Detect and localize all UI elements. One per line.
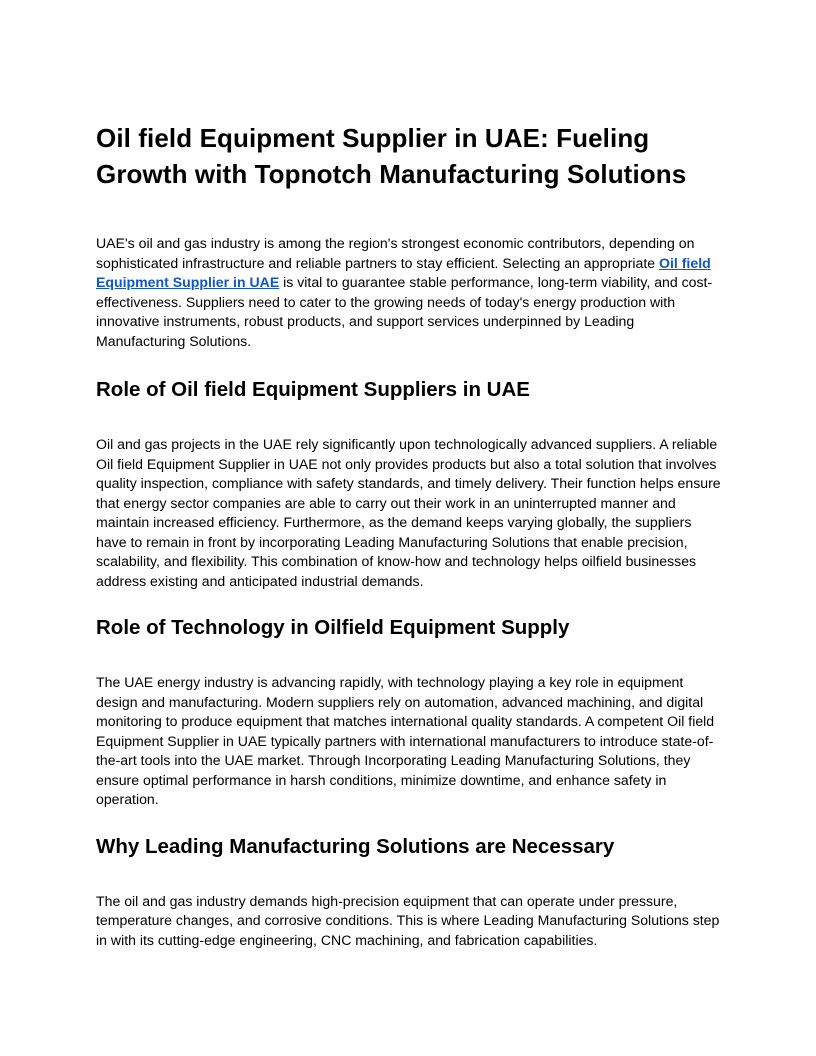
intro-text-before-link: UAE's oil and gas industry is among the region's strongest economic contributors, depending on sophisticated infrastructure and reliable partners to stay efficient. Selecting an appropriate: [96, 235, 695, 271]
intro-paragraph: [96, 234, 724, 351]
section-body-suppliers-role: Oil and gas projects in the UAE rely significantly upon technologically advanced suppliers. A reliable Oil field Equipment Supplier in UAE not only provides products but also a total solution that involves quality inspection, compliance with safety standards, and timely delivery. Their function helps ensure that energy sector companies are able to carry out their work in an uninterrupted manner and maintain increased efficiency. Furthermore, as the demand keeps varying globally, the suppliers have to remain in front by incorporating Leading Manufacturing Solutions that enable precision, scalability, and flexibility. This combination of know-how and technology helps oilfield businesses address existing and anticipated industrial demands.: [96, 436, 721, 589]
intro-text-after-link: is vital to guarantee stable performance, long-term viability, and cost-effectiveness. Suppliers need to cater to the growing needs of today's energy production with innovative instruments, robust products, and support services underpinned by Leading Manufacturing Solutions.: [96, 274, 713, 349]
section-heading-manufacturing-solutions: Why Leading Manufacturing Solutions are Necessary: [96, 834, 615, 858]
section-heading-technology-role: Role of Technology in Oilfield Equipment Supply: [96, 616, 570, 639]
section-body-technology-role: The UAE energy industry is advancing rapidly, with technology playing a key role in equipment design and manufacturing. Modern suppliers rely on automation, advanced machining, and digital monitoring to produce equipment that matches international quality standards. A competent Oil field Equipment Supplier in UAE typically partners with international manufacturers to introduce state-of-the-art tools into the UAE market. Through Incorporating Leading Manufacturing Solutions, they ensure optimal performance in harsh conditions, minimize downtime, and enhance safety in operation.: [96, 674, 715, 807]
section-body-manufacturing-solutions: The oil and gas industry demands high-precision equipment that can operate under pressure, temperature changes, and corrosive conditions. This is where Leading Manufacturing Solutions step in with its cutting-edge engineering, CNC machining, and fabrication capabilities.: [96, 892, 720, 948]
page-title: Oil field Equipment Supplier in UAE: Fueling Growth with Topnotch Manufacturing Solutions: [96, 123, 687, 189]
section-heading-suppliers-role: Role of Oil field Equipment Suppliers in UAE: [96, 378, 530, 401]
document-page: [96, 120, 724, 950]
supplier-link[interactable]: Oil field Equipment Supplier in UAE: [96, 254, 711, 290]
